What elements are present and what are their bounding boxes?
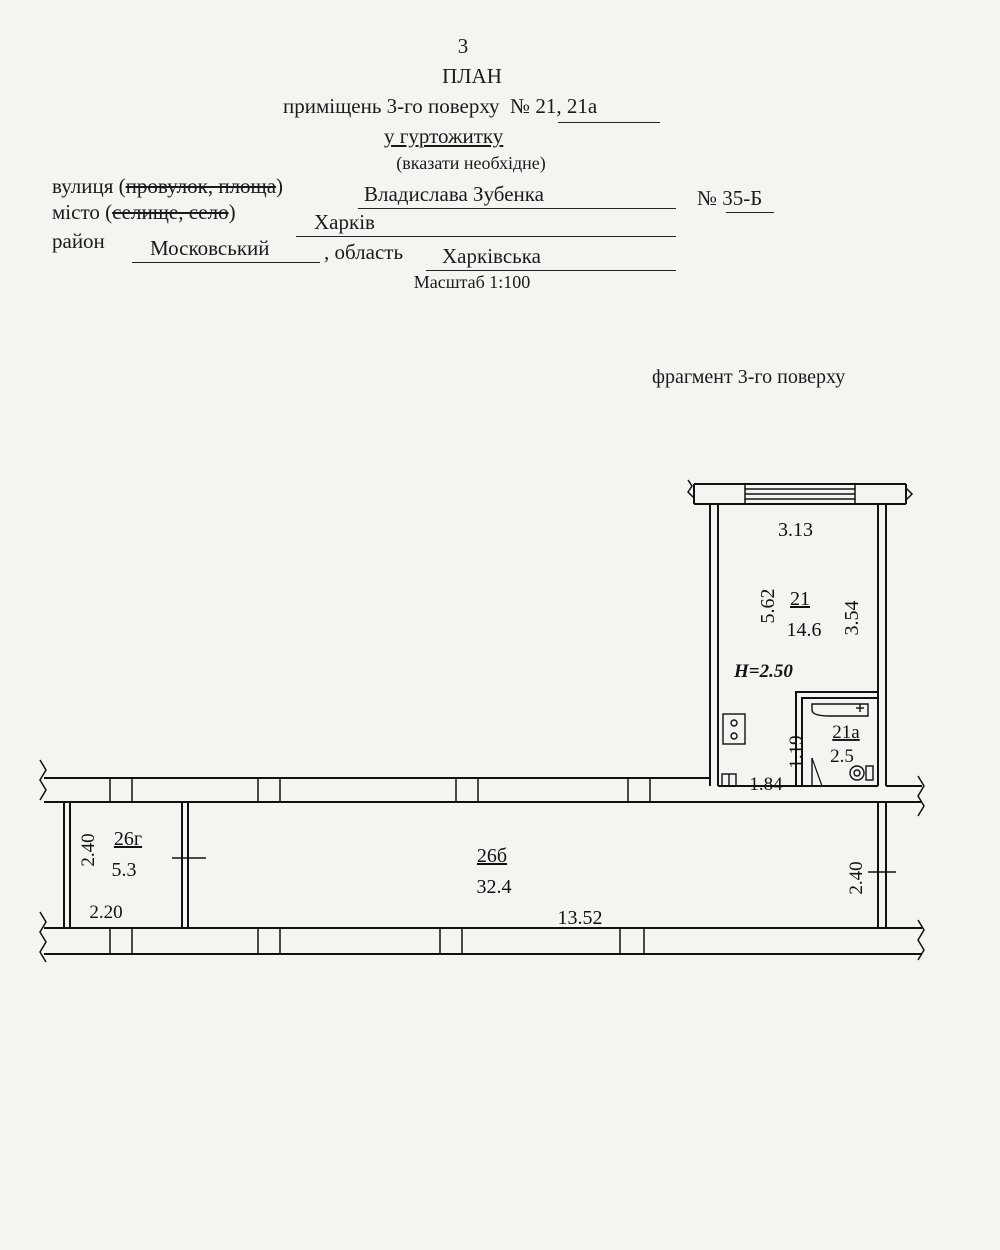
room-26g-number: 26г [113,828,143,850]
street-options-struck: провулок, площа [125,174,277,198]
city-options-struck: селище, село [112,200,229,224]
scale-text: Масштаб 1:100 [413,272,531,292]
region-label: , область [324,240,404,264]
corridor-bottom-openings [110,928,644,954]
subtitle-prefix: приміщень 3-го поверху [283,94,500,118]
room-21-top-wall [688,480,912,504]
room-26g-area: 5.3 [111,859,137,881]
dim-corridor-length: 13.52 [557,907,603,929]
dim-room26g-width: 2.20 [89,902,123,923]
bathtub-fixture [812,704,868,716]
room-26b-number: 26б [476,845,508,867]
room-21-area: 14.6 [786,619,822,641]
note-text: (вказати необхідне) [396,153,546,173]
stove-fixture [723,714,745,744]
document-title: ПЛАН [442,64,502,88]
dim-bath-width: 1.84 [749,774,783,795]
street-value: Владислава Зубенка [364,182,544,206]
district-label: район [52,229,105,253]
premises-numbers: № 21, 21а [510,94,598,118]
room-21a-number: 21а [832,722,860,743]
room-21-window [745,484,855,504]
building-type: у гуртожитку [384,124,504,148]
dim-bath-height: 1.19 [786,735,807,769]
toilet-fixture [850,766,873,780]
ceiling-height: H=2.50 [734,661,793,682]
dim-room21-width: 3.13 [778,519,813,541]
room-21-number: 21 [790,588,810,610]
dim-corridor-width: 2.40 [846,861,867,895]
city-value: Харків [314,210,375,234]
city-row: місто (селище, село) [52,200,236,224]
room-21a-area: 2.5 [830,746,854,767]
street-label: вулиця [52,174,114,198]
corridor-bottom-wall [40,912,924,962]
corridor-top-openings [110,778,650,802]
corridor-right-wall [868,802,896,928]
dim-room21-length-left: 5.62 [757,588,779,624]
dim-room26g-height: 2.40 [78,833,99,867]
sink-fixture [722,774,736,786]
room-26b-area: 32.4 [476,876,512,898]
house-number: № 35-Б [697,186,763,210]
street-row: вулиця (провулок, площа) [52,174,284,198]
dim-room21-length-right: 3.54 [841,600,863,636]
region-value: Харківська [442,244,541,268]
fragment-label: фрагмент 3-го поверху [652,366,846,388]
district-value: Московський [150,236,270,260]
city-label: місто [52,200,100,224]
page-number: 3 [457,34,469,58]
